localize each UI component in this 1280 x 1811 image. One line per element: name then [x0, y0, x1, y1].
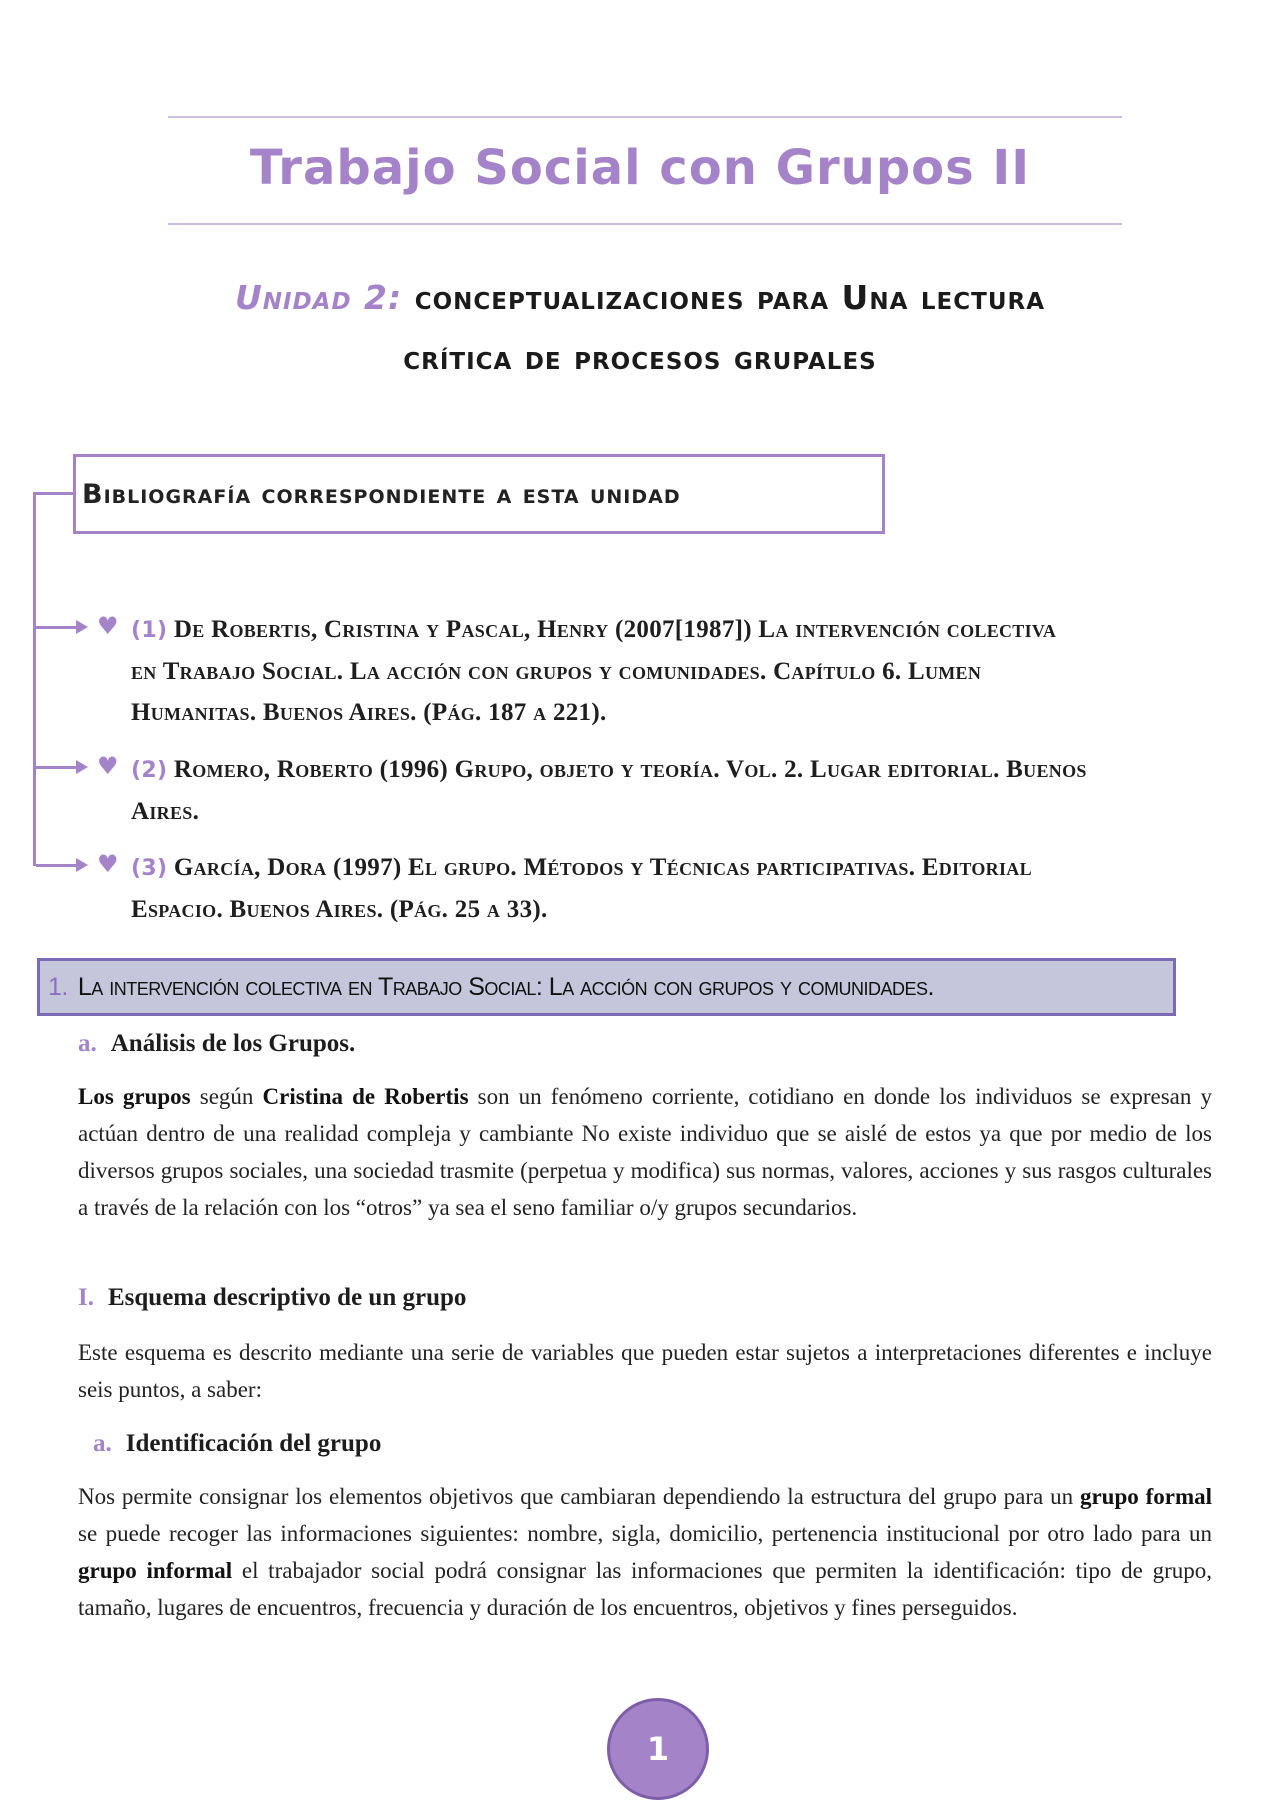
- paragraph-esquema: Este esquema es descrito mediante una serie de variables que pueden estar sujetos a interpretaciones diferentes e incluye seis puntos, a saber:: [78, 1340, 1212, 1402]
- page-number-badge: 1: [607, 1698, 709, 1800]
- subheading-analisis: [78, 1030, 355, 1058]
- unit-title-line-1: [120, 268, 1160, 328]
- bib-line: [131, 609, 1211, 651]
- unit-title-line-2: crítica de procesos grupales: [403, 338, 877, 377]
- bib-line: [131, 847, 1211, 889]
- bold-term: Cristina de Robertis: [262, 1084, 469, 1109]
- paragraph-los-grupos: [78, 1078, 1212, 1226]
- document-title: Trabajo Social con Grupos II: [249, 140, 1031, 196]
- bibliography-item-2: [131, 749, 1211, 832]
- bib-text: García, Dora (1997) El grupo. Métodos y Técnicas participativas. Editorial: [173, 854, 1032, 881]
- bibliography-item-1: [131, 609, 1211, 733]
- unit-title-text-1: conceptualizaciones para Una lectura: [414, 278, 1046, 317]
- arrow-icon: [36, 626, 78, 629]
- paragraph-text: Nos permite consignar los elementos objetivos que cambiaran dependiendo la estructura del grupo para un: [78, 1484, 1080, 1509]
- unit-label: Unidad 2:: [234, 278, 403, 317]
- arrow-icon: [36, 766, 78, 769]
- bibliography-heading-box: Bibliografía correspondiente a esta unidad: [73, 454, 885, 534]
- bib-text: Romero, Roberto (1996) Grupo, objeto y teoría. Vol. 2. Lugar editorial. Buenos: [173, 756, 1087, 783]
- bracket-top-line: [33, 492, 76, 495]
- bib-line: Aires.: [131, 798, 200, 825]
- bold-term: grupo formal: [1079, 1484, 1212, 1509]
- bold-term: grupo informal: [78, 1558, 233, 1583]
- paragraph-text: según: [190, 1084, 263, 1109]
- subheading-esquema: [78, 1284, 466, 1312]
- paragraph-identificacion: [78, 1478, 1212, 1626]
- bib-line: en Trabajo Social. La acción con grupos y comunidades. Capítulo 6. Lumen: [131, 658, 982, 685]
- paragraph-text: el trabajador social podrá consignar las informaciones que permiten la identificación: tipo de grupo, tamaño, lugares de encuentros, frecuencia y duración de los encuentros, objetivos y fines perseguidos.: [78, 1558, 1213, 1620]
- bib-line: Espacio. Buenos Aires. (Pág. 25 a 33).: [131, 896, 548, 923]
- section-heading-bar: [37, 958, 1176, 1016]
- bracket-vertical-line: [33, 493, 36, 866]
- subheading-text: Análisis de los Grupos.: [110, 1030, 356, 1057]
- list-marker: a.: [78, 1030, 97, 1057]
- bib-text: De Robertis, Cristina y Pascal, Henry (2007[1987]) La intervención colectiva: [173, 616, 1057, 643]
- title-bottom-rule: [168, 223, 1122, 225]
- bold-term: Los grupos: [78, 1084, 191, 1109]
- paragraph-text: son un fenómeno corriente, cotidiano en donde los individuos se expresan y actúan dentro de una realidad compleja y cambiante No existe individuo que se aislé de estos ya que por medio de los diversos grupos sociales, una sociedad trasmite (perpetua y modifica) sus normas, valores, acciones y sus rasgos culturales a través de la relación con los “otros” ya sea el seno familiar o/y grupos secundarios.: [78, 1084, 1212, 1220]
- paragraph-text: se puede recoger las informaciones siguientes: nombre, sigla, domicilio, pertenencia institucional por otro lado para un: [78, 1521, 1212, 1546]
- list-marker: a.: [93, 1430, 112, 1457]
- subheading-text: Identificación del grupo: [125, 1430, 382, 1457]
- bibliography-item-3: [131, 847, 1211, 930]
- heart-icon: ♥: [97, 850, 119, 878]
- heart-icon: ♥: [97, 612, 119, 640]
- subheading-identificacion: [93, 1430, 381, 1458]
- unit-title: [120, 268, 1160, 388]
- top-rule: [168, 116, 1122, 118]
- list-marker: I.: [78, 1284, 94, 1311]
- subheading-text: Esquema descriptivo de un grupo: [107, 1284, 467, 1311]
- bib-number: (3): [131, 856, 168, 881]
- section-title: La intervención colectiva en Trabajo Social: La acción con grupos y comunidades.: [77, 972, 934, 1001]
- bib-line: Humanitas. Buenos Aires. (Pág. 187 a 221).: [131, 699, 607, 726]
- section-number: 1.: [48, 972, 68, 1001]
- bib-line: [131, 749, 1211, 791]
- bib-number: (1): [131, 618, 168, 643]
- arrow-icon: [36, 864, 78, 867]
- bib-number: (2): [131, 758, 168, 783]
- heart-icon: ♥: [97, 752, 119, 780]
